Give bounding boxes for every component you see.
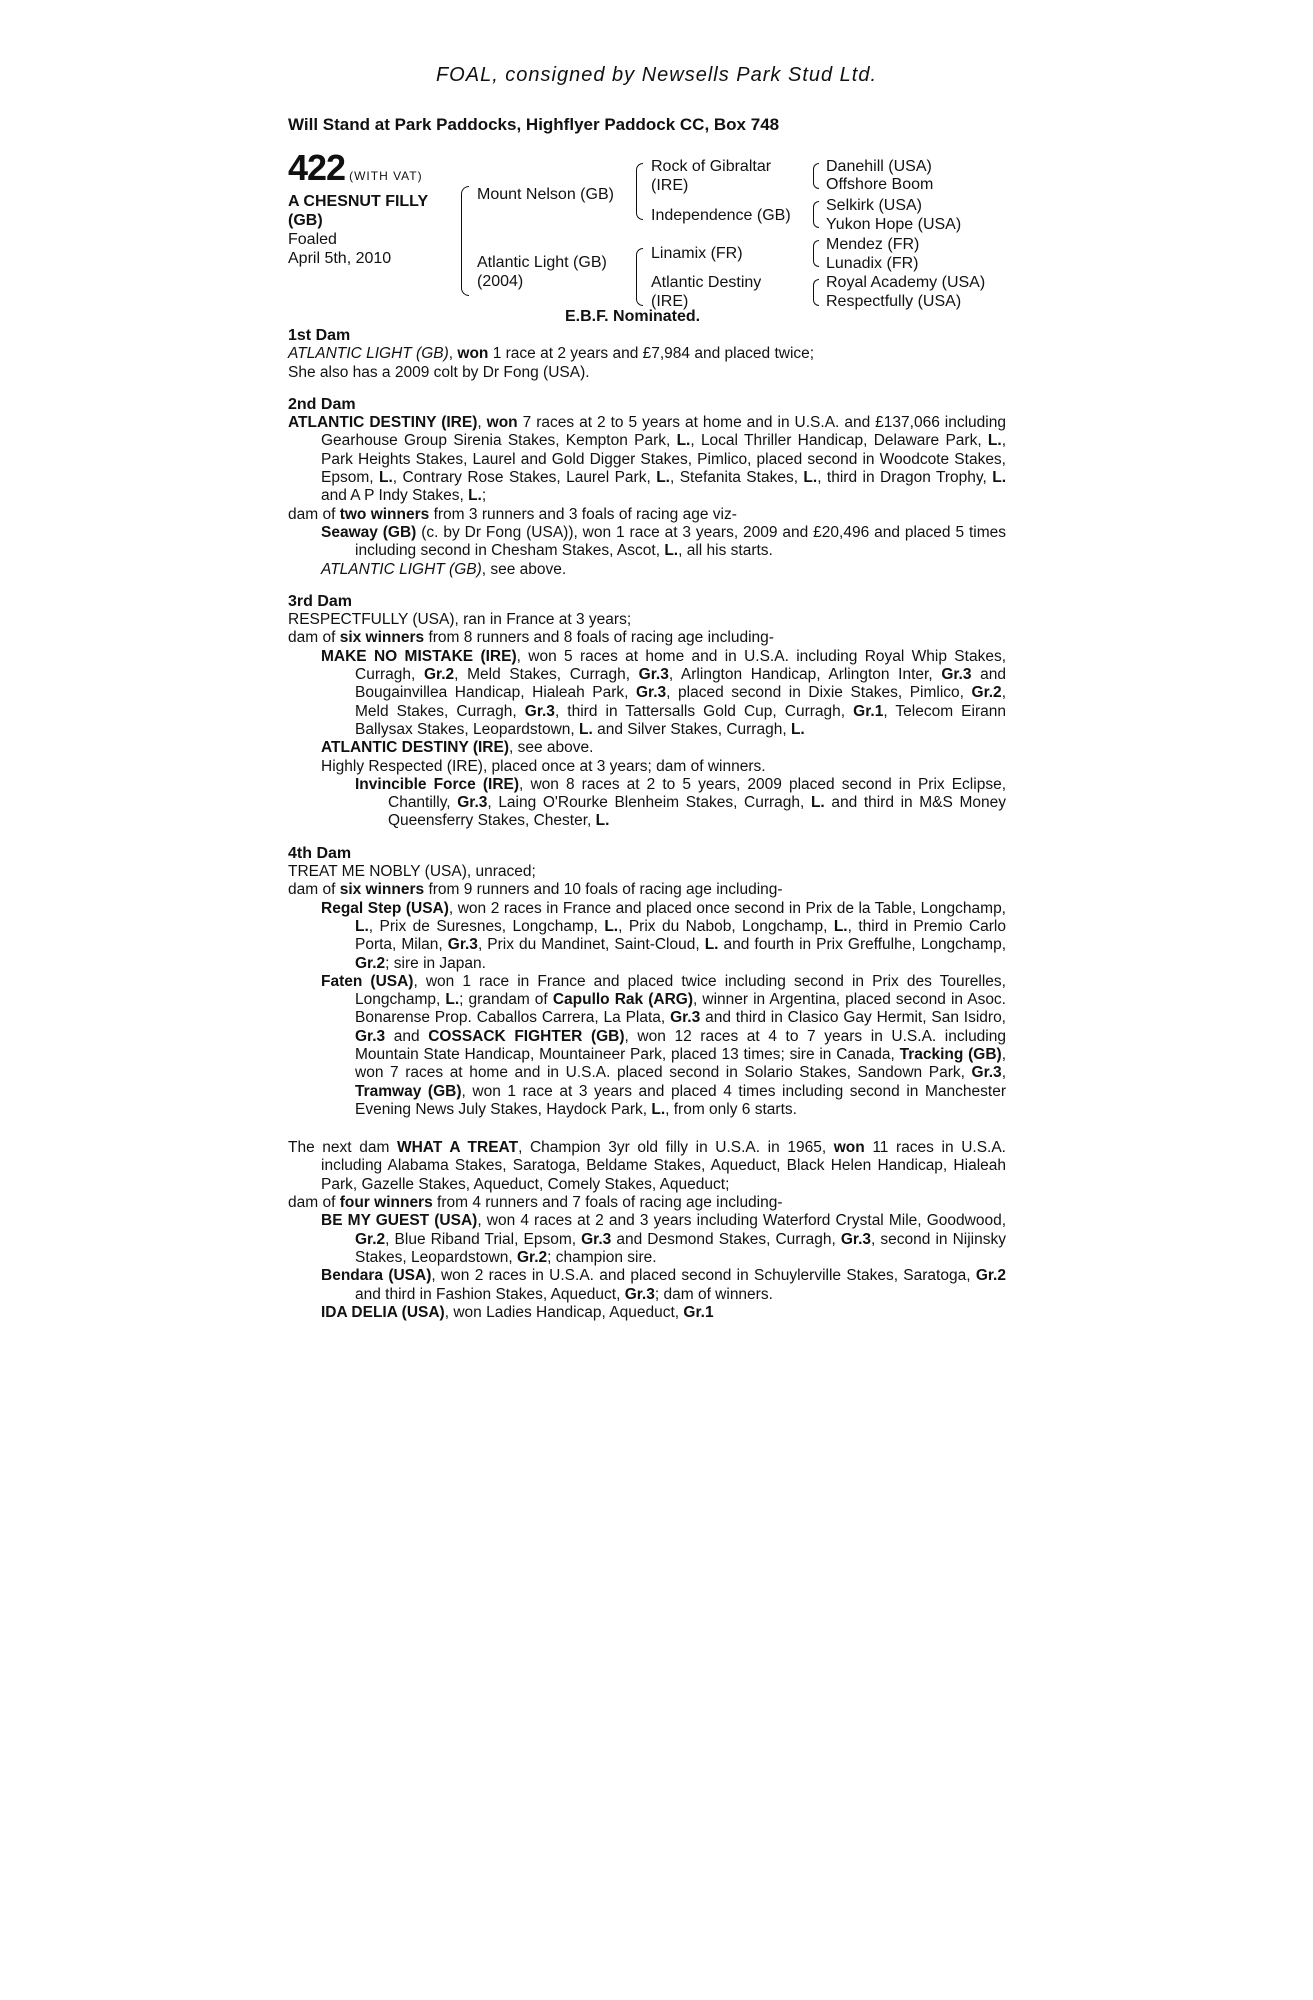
section-4th-dam: 4th Dam	[288, 844, 352, 862]
pedigree-sds: Selkirk (USA)	[826, 197, 923, 214]
section-2nd-dam: 2nd Dam	[288, 395, 356, 413]
produce-atlantic-light: ATLANTIC LIGHT (GB), see above.	[321, 560, 567, 578]
first-dam-produce: She also has a 2009 colt by Dr Fong (USA).	[288, 363, 590, 381]
brace-dd	[813, 279, 819, 306]
lot-number: 422	[288, 147, 346, 188]
produce-regal-step: Regal Step (USA), won 2 races in France and placed once second in Prix de la Table, Longchamp, L., Prix de Suresnes, Longchamp, L., Prix du Nabob, Longchamp, L., third in Premio Carlo Porta, Milan, Gr.3, Prix du Mandinet, Saint-Cloud, L. and fourth in Prix Greffulhe, Longchamp, Gr.2; sire in Japan.	[321, 899, 1007, 972]
brace-sire	[636, 163, 643, 220]
second-dam-produce: dam of two winners from 3 runners and 3 foals of racing age viz-	[288, 505, 737, 523]
pedigree-dsd: Lunadix (FR)	[826, 255, 919, 272]
produce-be-my-guest: BE MY GUEST (USA), won 4 races at 2 and 3 years including Waterford Crystal Mile, Goodwood, Gr.2, Blue Riband Trial, Epsom, Gr.3 and Desmond Stakes, Curragh, Gr.3, second in Nijinsky Stakes, Leopardstown, Gr.2; champion sire.	[321, 1212, 1007, 1266]
brace-sd	[813, 201, 819, 228]
brace-ds	[813, 240, 819, 267]
section-3rd-dam: 3rd Dam	[288, 592, 353, 610]
pedigree-ss: Rock of Gibraltar (IRE)	[651, 158, 772, 194]
produce-make-no-mistake: MAKE NO MISTAKE (IRE), won 5 races at home and in U.S.A. including Royal Whip Stakes, Curragh, Gr.2, Meld Stakes, Curragh, Gr.3, Arlington Handicap, Arlington Inter, Gr.3 and Bougainvillea Handicap, Hialeah Park, Gr.3, placed second in Dixie Stakes, Pimlico, Gr.2, Meld Stakes, Curragh, Gr.3, third in Tattersalls Gold Cup, Curragh, Gr.1, Telecom Eirann Ballysax Stakes, Leopardstown, L. and Silver Stakes, Curragh, L.	[321, 647, 1006, 738]
lot-name: A CHESNUT FILLY (GB)	[288, 193, 429, 229]
pedigree-sdd: Yukon Hope (USA)	[826, 216, 962, 233]
pedigree-dss: Mendez (FR)	[826, 236, 920, 253]
pedigree-ssd: Offshore Boom	[826, 176, 934, 193]
produce-highly-respected: Highly Respected (IRE), placed once at 3 years; dam of winners.	[321, 757, 766, 775]
pedigree-sire: Mount Nelson (GB)	[477, 186, 614, 203]
stand-location: Will Stand at Park Paddocks, Highflyer Paddock CC, Box 748	[288, 115, 780, 134]
brace-dam	[636, 248, 643, 306]
third-dam-produce: dam of six winners from 8 runners and 8 foals of racing age including-	[288, 629, 774, 647]
vat-note: (WITH VAT)	[349, 169, 423, 183]
produce-faten: Faten (USA), won 1 race in France and placed twice including second in Prix des Tourelles, Longchamp, L.; grandam of Capullo Rak (ARG), winner in Argentina, placed second in Asoc. Bonarense Prop. Caballos Carrera, La Plata, Gr.3 and third in Clasico Gay Hermit, San Isidro, Gr.3 and COSSACK FIGHTER (GB), won 12 races at 4 to 7 years in U.S.A. including Mountain State Handicap, Mountaineer Park, placed 13 times; sire in Canada, Tracking (GB), won 7 races at home and in U.S.A. placed second in Solario Stakes, Sandown Park, Gr.3, Tramway (GB), won 1 race at 3 years and placed 4 times including second in Manchester Evening News July Stakes, Haydock Park, L., from only 6 starts.	[321, 972, 1006, 1118]
pedigree-dam: Atlantic Light (GB) (2004)	[477, 254, 607, 290]
brace-gen1	[461, 186, 469, 296]
pedigree-sd: Independence (GB)	[651, 207, 791, 224]
pedigree-dd: Atlantic Destiny (IRE)	[651, 274, 762, 310]
produce-bendara: Bendara (USA), won 2 races in U.S.A. and placed second in Schuylerville Stakes, Saratoga, Gr.2 and third in Fashion Stakes, Aqueduct, Gr.3; dam of winners.	[321, 1267, 1006, 1303]
produce-invincible-force: Invincible Force (IRE), won 8 races at 2 to 5 years, 2009 placed second in Prix Eclipse, Chantilly, Gr.3, Laing O'Rourke Blenheim Stakes, Curragh, L. and third in M&S Money Queensferry Stakes, Chester, L.	[355, 775, 1006, 830]
pedigree-sss: Danehill (USA)	[826, 158, 932, 175]
next-dam-produce: dam of four winners from 4 runners and 7 foals of racing age including-	[288, 1194, 783, 1212]
produce-ida-delia: IDA DELIA (USA), won Ladies Handicap, Aqueduct, Gr.1	[321, 1303, 714, 1321]
lot-info	[288, 147, 458, 268]
foaled-date: April 5th, 2010	[288, 250, 392, 267]
produce-atlantic-destiny: ATLANTIC DESTINY (IRE), see above.	[321, 739, 594, 757]
second-dam-record: ATLANTIC DESTINY (IRE), won 7 races at 2 to 5 years at home and in U.S.A. and £137,066 including Gearhouse Group Sirenia Stakes, Kempton Park, L., Local Thriller Handicap, Delaware Park, L., Park Heights Stakes, Laurel and Gold Digger Stakes, Pimlico, placed second in Woodcote Stakes, Epsom, L., Contrary Rose Stakes, Laurel Park, L., Stefanita Stakes, L., third in Dragon Trophy, L. and A P Indy Stakes, L.;	[288, 414, 1007, 505]
ebf-nomination: E.B.F. Nominated.	[565, 308, 701, 325]
fourth-dam-record: TREAT ME NOBLY (USA), unraced;	[288, 863, 536, 881]
consignor-header: FOAL, consigned by Newsells Park Stud Ltd.	[435, 64, 878, 86]
section-1st-dam: 1st Dam	[288, 327, 351, 344]
race-record	[288, 327, 1006, 1322]
fourth-dam-produce: dam of six winners from 9 runners and 10 foals of racing age including-	[288, 881, 783, 899]
next-dam-record: The next dam WHAT A TREAT, Champion 3yr old filly in U.S.A. in 1965, won 11 races in U.S.A. including Alabama Stakes, Saratoga, Beldame Stakes, Aqueduct, Black Helen Handicap, Hialeah Park, Gazelle Stakes, Aqueduct, Comely Stakes, Aqueduct;	[288, 1139, 1006, 1193]
foaled-label: Foaled	[288, 231, 337, 248]
pedigree-ds: Linamix (FR)	[651, 245, 743, 262]
pedigree-ddd: Respectfully (USA)	[826, 293, 962, 310]
first-dam-record: ATLANTIC LIGHT (GB), won 1 race at 2 years and £7,984 and placed twice;	[288, 345, 815, 363]
pedigree-dds: Royal Academy (USA)	[826, 274, 986, 291]
brace-ss	[813, 163, 819, 189]
third-dam-record: RESPECTFULLY (USA), ran in France at 3 years;	[288, 611, 632, 629]
produce-seaway: Seaway (GB) (c. by Dr Fong (USA)), won 1 race at 3 years, 2009 and £20,496 and placed 5 times including second in Chesham Stakes, Ascot, L., all his starts.	[321, 523, 1006, 560]
